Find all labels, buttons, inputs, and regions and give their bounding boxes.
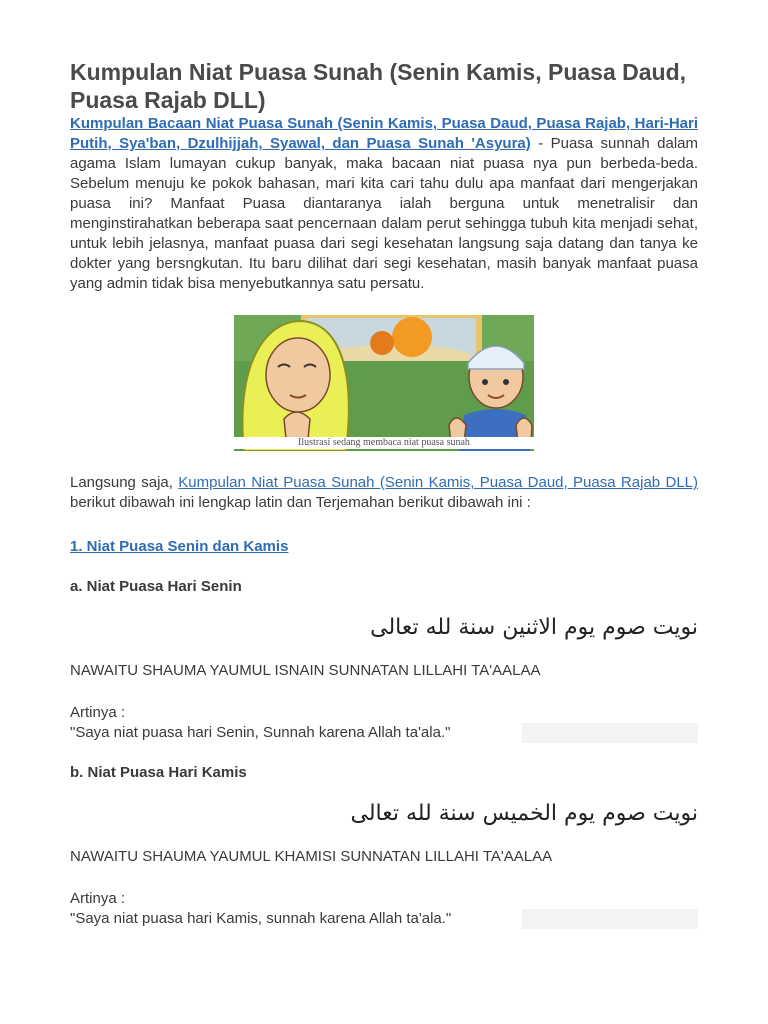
subheading-kamis: b. Niat Puasa Hari Kamis — [70, 764, 247, 781]
illustration-image — [234, 315, 534, 451]
page-title: Kumpulan Niat Puasa Sunah (Senin Kamis, Puasa Daud, Puasa Rajab DLL) — [70, 59, 687, 113]
article — [70, 58, 698, 929]
meaning-senin: "Saya niat puasa hari Senin, Sunnah karena Allah ta'ala." — [70, 723, 698, 743]
para2-before: Langsung saja, — [70, 474, 179, 491]
intro-paragraph — [70, 114, 698, 294]
intro-paragraph-2 — [70, 473, 698, 513]
illustration-caption: Ilustrasi sedang membaca niat puasa sunah — [234, 437, 534, 449]
section-heading-senin-kamis[interactable]: 1. Niat Puasa Senin dan Kamis — [70, 538, 289, 555]
arabic-niat-kamis: نويت صوم يوم الخميس سنة لله تعالى — [350, 801, 698, 826]
subheading-senin: a. Niat Puasa Hari Senin — [70, 578, 242, 595]
intro-text: - Puasa sunnah dalam agama Islam lumayan cukup banyak, maka bacaan niat puasa nya pun berbeda-beda. Sebelum menuju ke pokok bahasan, mari kita cari tahu dulu apa manfaat dari mengerjakan puasa ini? Manfaat Puasa diantaranya ialah berguna untuk menetralisir dan menginstirahatkan beberapa saat pencernaan dalam perut sehingga tubuh kita menjadi sehat, untuk lebih jelasnya, manfaat puasa dari segi kesehatan langsung saja datang dan tanya ke dokter yang bersngkutan. Itu baru dilihat dari segi kesehatan, masih banyak manfaat puasa yang admin tidak bisa menyebutkannya satu persatu. — [70, 135, 699, 292]
arabic-niat-senin: نويت صوم يوم الاثنين سنة لله تعالى — [370, 615, 698, 640]
para2-link[interactable]: Kumpulan Niat Puasa Sunah (Senin Kamis, Puasa Daud, Puasa Rajab DLL) — [178, 474, 698, 491]
intro-link[interactable]: Kumpulan Bacaan Niat Puasa Sunah (Senin Kamis, Puasa Daud, Puasa Rajab, Hari-Hari Putih, Sya'ban, Dzulhijjah, Syawal, dan Puasa Sunah 'Asyura) — [70, 115, 698, 152]
meaning-kamis: "Saya niat puasa hari Kamis, sunnah karena Allah ta'ala." — [70, 909, 698, 929]
illustration — [234, 315, 534, 451]
latin-niat-senin: NAWAITU SHAUMA YAUMUL ISNAIN SUNNATAN LILLAHI TA'AALAA — [70, 662, 541, 679]
artinya-label-kamis: Artinya : — [70, 890, 126, 907]
artinya-label-senin: Artinya : — [70, 704, 126, 721]
latin-niat-kamis: NAWAITU SHAUMA YAUMUL KHAMISI SUNNATAN LILLAHI TA'AALAA — [70, 848, 553, 865]
para2-after: berikut dibawah ini lengkap latin dan Terjemahan berikut dibawah ini : — [70, 494, 531, 511]
